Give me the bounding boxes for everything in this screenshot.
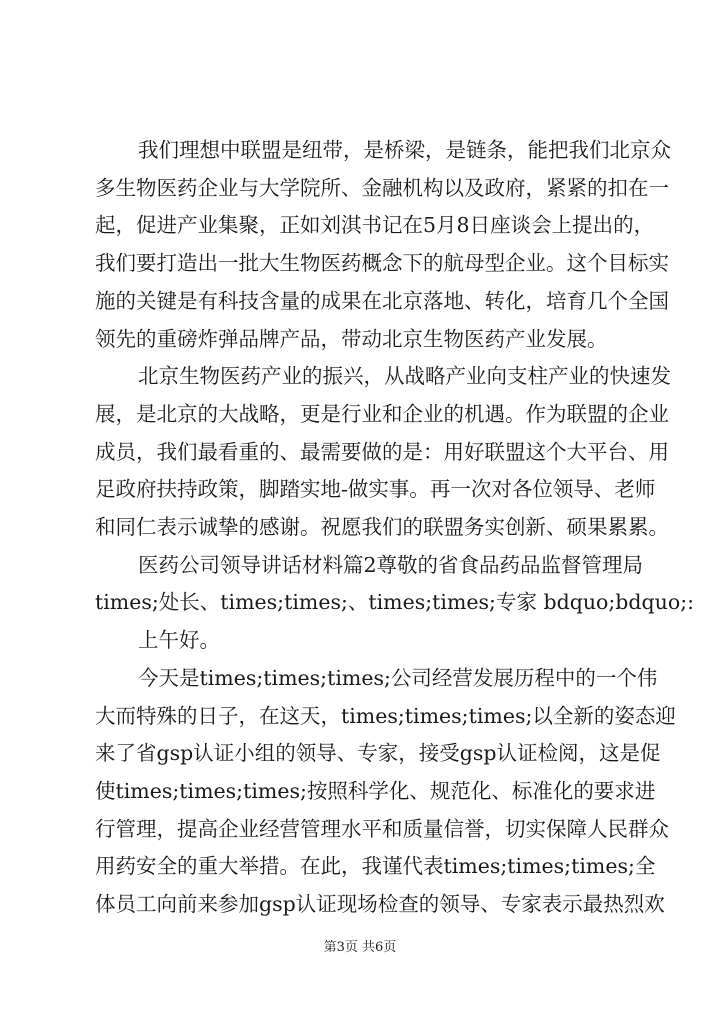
- page-number-footer: 第3页 共6页: [323, 940, 397, 955]
- paragraph-line: times;处长、times;times;、times;times;专家 bdquo;bdquo;:: [95, 590, 695, 615]
- paragraph-line: 成员，我们最看重的、最需要做的是：用好联盟这个大平台、用: [95, 439, 669, 464]
- paragraph-line: 和同仁表示诚挚的感谢。祝愿我们的联盟务实创新、硕果累累。: [95, 515, 669, 539]
- paragraph-line: 来了省gsp认证小组的领导、专家，接受gsp认证检阅，这是促: [95, 741, 661, 766]
- paragraph-line: 行管理，提高企业经营管理水平和质量信誉，切实保障人民群众: [95, 816, 669, 841]
- paragraph-line: 上午好。: [138, 628, 220, 653]
- paragraph-line: 足政府扶持政策，脚踏实地-做实事。再一次对各位领导、老师: [95, 477, 656, 502]
- paragraph-line: 起，促进产业集聚，正如刘淇书记在5月8日座谈会上提出的，: [95, 213, 655, 238]
- paragraph-line: 施的关键是有科技含量的成果在北京落地、转化，培育几个全国: [95, 288, 669, 313]
- paragraph-line: 多生物医药企业与大学院所、金融机构以及政府，紧紧的扣在一: [95, 175, 669, 200]
- paragraph-line: 展，是北京的大战略，更是行业和企业的机遇。作为联盟的企业: [95, 401, 669, 426]
- paragraph-line: 使times;times;times;按照科学化、规范化、标准化的要求进: [95, 778, 656, 803]
- paragraph-line: 我们理想中联盟是纽带，是桥梁，是链条，能把我们北京众: [138, 138, 671, 162]
- paragraph-line: 用药安全的重大举措。在此，我谨代表times;times;times;全: [95, 854, 656, 879]
- paragraph-line: 医药公司领导讲话材料篇2尊敬的省食品药品监督管理局: [138, 552, 644, 577]
- paragraph-line: 北京生物医药产业的振兴，从战略产业向支柱产业的快速发: [138, 364, 671, 389]
- paragraph-line: 我们要打造出一批大生物医药概念下的航母型企业。这个目标实: [95, 251, 669, 276]
- paragraph-line: 大而特殊的日子，在这天，times;times;times;以全新的姿态迎: [95, 703, 676, 728]
- paragraph-line: 今天是times;times;times;公司经营发展历程中的一个伟: [138, 665, 658, 690]
- paragraph-line: 体员工向前来参加gsp认证现场检查的领导、专家表示最热烈欢: [95, 892, 665, 916]
- paragraph-line: 领先的重磅炸弹品牌产品，带动北京生物医药产业发展。: [95, 326, 608, 351]
